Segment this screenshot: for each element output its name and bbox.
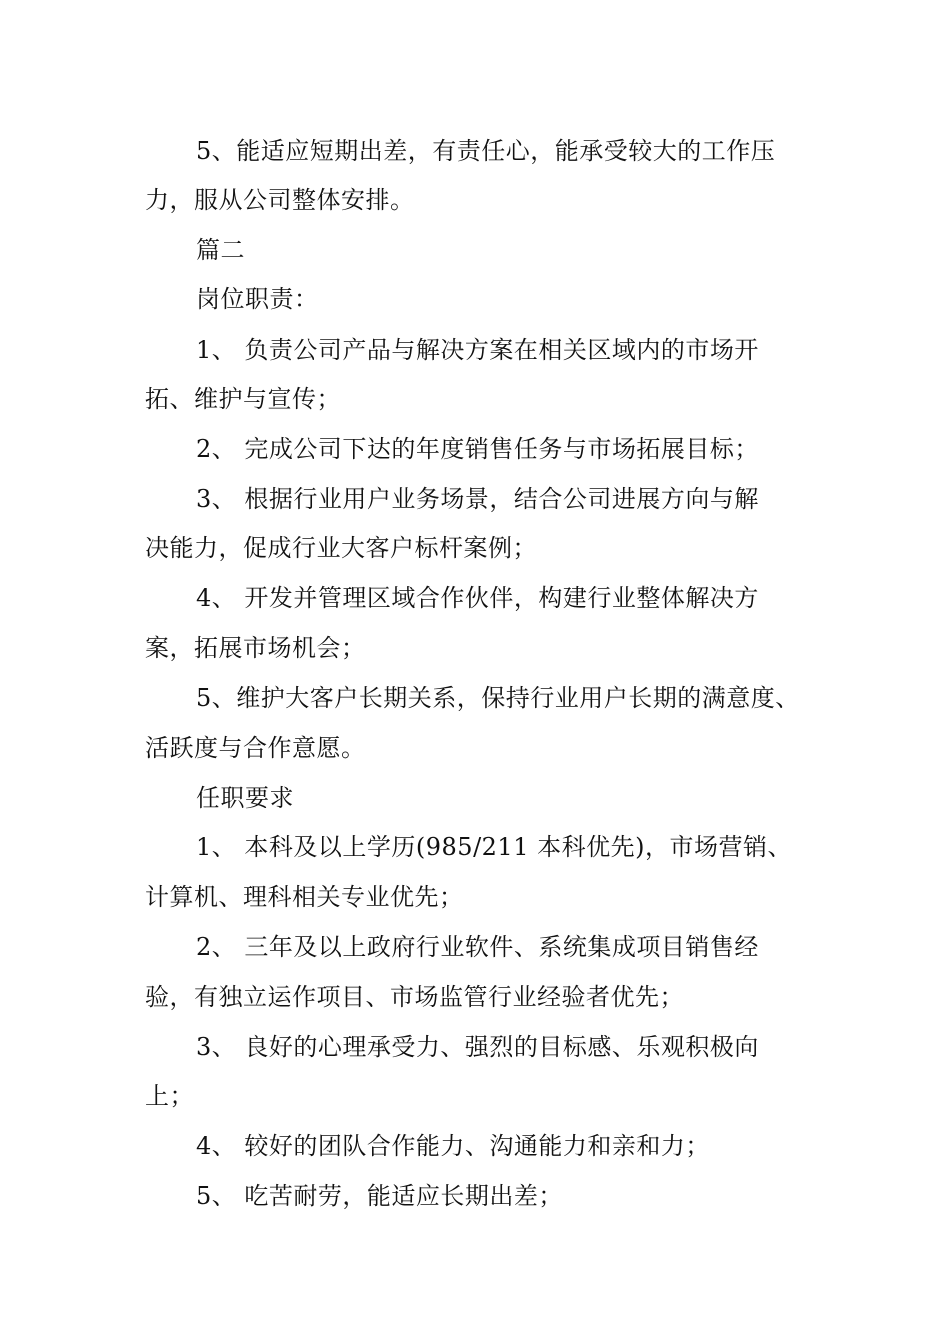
list-item: 2、 三年及以上政府行业软件、系统集成项目销售经	[196, 933, 759, 961]
list-item-continuation: 决能力，促成行业大客户标杆案例；	[145, 534, 537, 562]
section-heading: 任职要求	[196, 784, 294, 812]
list-item: 3、 根据行业用户业务场景，结合公司进展方向与解	[196, 485, 759, 513]
list-item: 5、维护大客户长期关系，保持行业用户长期的满意度、	[196, 684, 800, 712]
list-item-continuation: 拓、维护与宣传；	[145, 385, 341, 413]
section-heading: 篇二	[196, 236, 245, 264]
list-item: 4、 开发并管理区域合作伙伴，构建行业整体解决方	[196, 584, 759, 612]
list-item-continuation: 验，有独立运作项目、市场监管行业经验者优先；	[145, 983, 684, 1011]
list-item: 2、 完成公司下达的年度销售任务与市场拓展目标；	[196, 435, 759, 463]
section-heading: 岗位职责：	[196, 285, 319, 313]
list-item-continuation: 计算机、理科相关专业优先；	[145, 883, 464, 911]
paragraph-line: 力，服从公司整体安排。	[145, 186, 415, 214]
list-item: 4、 较好的团队合作能力、沟通能力和亲和力；	[196, 1132, 710, 1160]
list-item-continuation: 上；	[145, 1082, 194, 1110]
list-item: 3、 良好的心理承受力、强烈的目标感、乐观积极向	[196, 1033, 759, 1061]
list-item-continuation: 活跃度与合作意愿。	[145, 734, 366, 762]
list-item: 1、 本科及以上学历(985/211 本科优先)，市场营销、	[196, 833, 792, 861]
list-item-continuation: 案，拓展市场机会；	[145, 634, 366, 662]
paragraph-line: 5、能适应短期出差，有责任心，能承受较大的工作压	[196, 137, 776, 165]
list-item: 1、 负责公司产品与解决方案在相关区域内的市场开	[196, 336, 759, 364]
list-item: 5、 吃苦耐劳，能适应长期出差；	[196, 1182, 563, 1210]
